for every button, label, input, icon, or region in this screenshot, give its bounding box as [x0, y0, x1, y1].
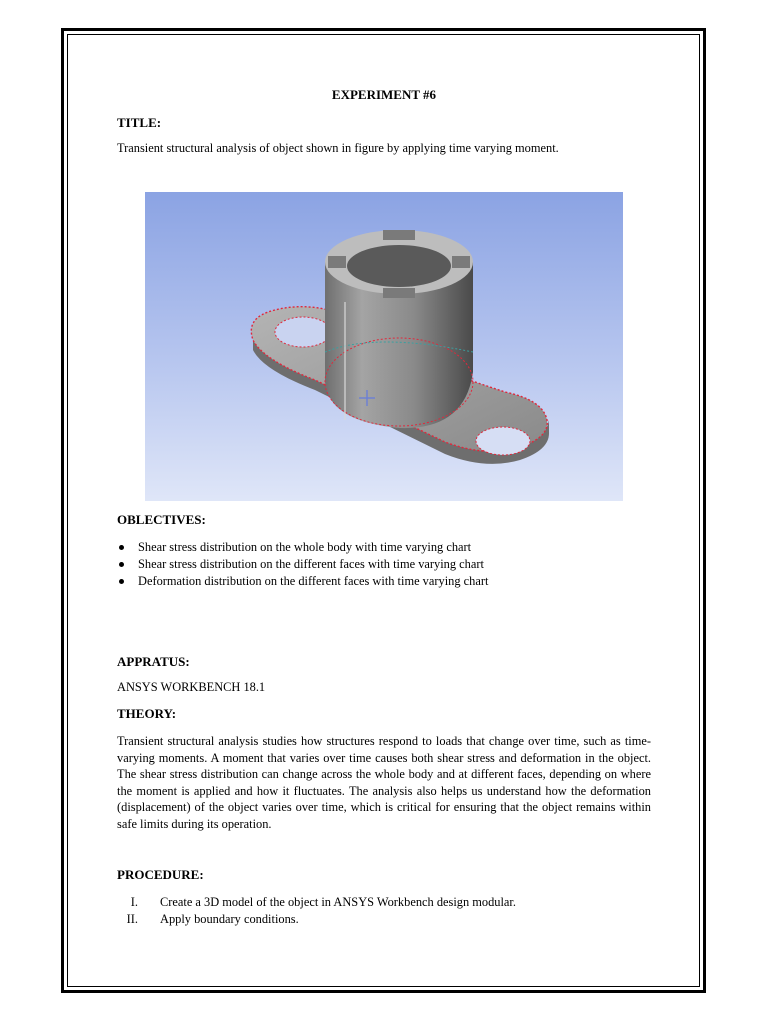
apparatus-heading: APPRATUS: — [117, 654, 190, 669]
procedure-list — [117, 894, 516, 928]
page-border-inner — [67, 34, 700, 987]
theory-heading: THEORY: — [117, 706, 177, 721]
right-hole — [476, 427, 530, 455]
left-hole — [275, 317, 331, 347]
left-notch — [328, 256, 346, 268]
objective-item: Deformation distribution on the different faces with time varying chart — [117, 573, 488, 590]
step-number: II. — [126, 912, 138, 926]
title-heading: TITLE: — [117, 115, 162, 130]
title-text: Transient structural analysis of object shown in figure by applying time varying moment. — [117, 141, 559, 155]
top-notch — [383, 230, 415, 240]
step-number: I. — [130, 895, 138, 909]
right-notch — [452, 256, 470, 268]
procedure-step — [117, 911, 516, 928]
bottom-notch — [383, 288, 415, 298]
cad-model-render — [145, 192, 623, 501]
objective-item: Shear stress distribution on the whole body with time varying chart — [117, 539, 488, 556]
experiment-title: EXPERIMENT #6 — [331, 87, 437, 102]
procedure-heading: PROCEDURE: — [117, 867, 204, 882]
apparatus-text: ANSYS WORKBENCH 18.1 — [117, 680, 266, 694]
theory-text: Transient structural analysis studies how structures respond to loads that change over time, such as time-varying moments. A moment that varies over time causes both shear stress and deformation in the object. The shear stress distribution can change across the whole body and at different faces, depending on where the moment is applied and how it fluctuates. The analysis also helps us understand how the deformation (displacement) of the object varies over time, which is critical for ensuring that the object remains within safe limits during its operation. — [117, 734, 651, 831]
objective-item: Shear stress distribution on the different faces with time varying chart — [117, 556, 488, 573]
objectives-heading: OBLECTIVES: — [117, 512, 206, 527]
cylinder-bore — [347, 245, 451, 287]
procedure-step — [117, 894, 516, 911]
step-text: Apply boundary conditions. — [160, 912, 299, 926]
step-text: Create a 3D model of the object in ANSYS Workbench design modular. — [160, 895, 516, 909]
cad-model-figure — [145, 192, 623, 501]
objectives-list — [117, 539, 488, 590]
